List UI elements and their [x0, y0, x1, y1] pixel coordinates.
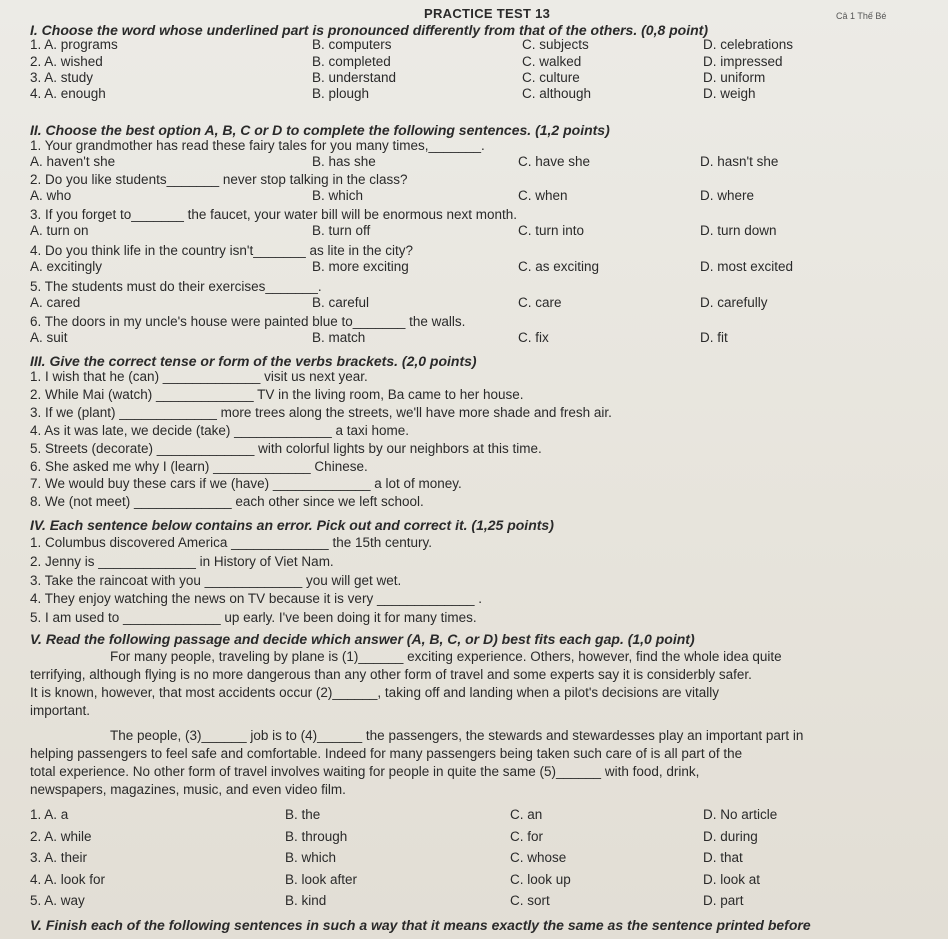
passage-line: The people, (3)______ job is to (4)______ the passengers, the stewards and stewardesses play an important part in [110, 728, 804, 743]
option-item: B. match [312, 330, 366, 345]
exercise-line: 3. If we (plant) _____________ more trees along the streets, we'll have more shade and fresh air. [30, 404, 612, 420]
option-item: B. plough [312, 86, 370, 101]
exercise-line: 4. As it was late, we decide (take) _____________ a taxi home. [30, 422, 409, 438]
option-item: B. has she [312, 154, 376, 169]
question-text: 2. Do you like students_______ never stop talking in the class? [30, 172, 408, 187]
question-text: 6. The doors in my uncle's house were painted blue to_______ the walls. [30, 314, 466, 329]
option-item: A. haven't she [30, 154, 116, 169]
option-item: C. look up [510, 871, 571, 887]
option-item: D. that [703, 850, 743, 865]
section-2-heading: II. Choose the best option A, B, C or D to complete the following sentences. (1,2 points) [30, 122, 610, 138]
option-item: C. whose [510, 850, 567, 865]
exercise-line: 5. I am used to _____________ up early. I've been doing it for many times. [30, 610, 477, 626]
option-item: B. turn off [312, 223, 371, 238]
option-item: 5. A. way [30, 893, 85, 908]
option-item: D. fit [700, 330, 728, 345]
option-item: D. No article [703, 807, 778, 822]
option-item: D. turn down [700, 223, 777, 238]
option-item: 3. A. study [30, 70, 94, 85]
option-item: C. care [518, 295, 562, 310]
section-4-heading: IV. Each sentence below contains an error. Pick out and correct it. (1,25 points) [30, 517, 554, 533]
option-item: B. look after [285, 871, 358, 887]
option-item: B. understand [312, 70, 397, 85]
exercise-line: 3. Take the raincoat with you _____________ you will get wet. [30, 572, 402, 588]
option-item: D. impressed [703, 54, 783, 69]
option-item: D. uniform [703, 70, 766, 85]
exercise-line: 5. Streets (decorate) _____________ with colorful lights by our neighbors at this time. [30, 440, 542, 456]
exercise-line: 1. I wish that he (can) _____________ visit us next year. [30, 369, 368, 384]
option-item: B. kind [285, 893, 327, 908]
option-item: C. although [522, 86, 592, 101]
option-item: D. part [703, 893, 744, 908]
option-item: 1. A. programs [30, 37, 118, 52]
option-item: D. carefully [700, 295, 768, 310]
exercise-line: 2. Jenny is _____________ in History of Viet Nam. [30, 553, 334, 569]
option-item: D. where [700, 188, 755, 203]
option-item: C. sort [510, 893, 550, 908]
option-item: D. during [703, 828, 758, 844]
exercise-line: 4. They enjoy watching the news on TV because it is very _____________ . [30, 591, 483, 607]
option-item: A. turn on [30, 223, 89, 238]
option-item: 4. A. look for [30, 871, 106, 887]
option-item: D. most excited [700, 259, 794, 274]
option-item: A. who [30, 188, 72, 203]
option-item: C. subjects [522, 37, 589, 52]
option-item: C. fix [518, 330, 549, 345]
option-item: B. more exciting [312, 259, 409, 274]
option-item: D. celebrations [703, 37, 794, 52]
option-item: C. have she [518, 154, 591, 169]
option-item: B. completed [312, 54, 391, 69]
passage-line: terrifying, although flying is no more dangerous than any other form of travel and some experts say it is considerbly safer. [30, 667, 752, 682]
section-6-heading: V. Finish each of the following sentences in such a way that it means exactly the same as the sentence printed before [30, 917, 811, 933]
option-item: 2. A. wished [30, 54, 103, 69]
option-item: D. hasn't she [700, 154, 779, 169]
option-item: C. when [518, 188, 568, 203]
question-text: 3. If you forget to_______ the faucet, your water bill will be enormous next month. [30, 207, 518, 222]
exercise-line: 6. She asked me why I (learn) _____________ Chinese. [30, 458, 368, 474]
exercise-line: 8. We (not meet) _____________ each other since we left school. [30, 494, 424, 510]
option-item: C. for [510, 828, 544, 844]
passage-line: newspapers, magazines, music, and even video film. [30, 782, 346, 797]
section-5-heading: V. Read the following passage and decide which answer (A, B, C, or D) best fits each gap. (1,0 point) [30, 631, 695, 647]
option-item: 2. A. while [30, 828, 92, 844]
option-item: C. an [510, 807, 543, 822]
question-text: 4. Do you think life in the country isn't_______ as lite in the city? [30, 243, 414, 258]
option-item: C. as exciting [518, 259, 600, 274]
option-item: C. walked [522, 54, 582, 69]
option-item: A. suit [30, 330, 68, 345]
option-item: D. look at [703, 871, 761, 887]
passage-line: It is known, however, that most accidents occur (2)______, taking off and landing when a pilot's decisions are vitally [30, 685, 719, 700]
option-item: A. excitingly [30, 259, 103, 274]
passage-line: helping passengers to feel safe and comfortable. Indeed for many passengers being taken such care of is all part of the [30, 746, 743, 761]
corner-label: Câ 1 Thế Bé [836, 11, 887, 21]
exercise-line: 7. We would buy these cars if we (have) _____________ a lot of money. [30, 476, 462, 492]
option-item: 4. A. enough [30, 86, 106, 101]
option-item: B. careful [312, 295, 370, 310]
option-item: 3. A. their [30, 850, 88, 865]
option-item: C. turn into [518, 223, 585, 238]
option-item: 1. A. a [30, 807, 69, 822]
exercise-line: 1. Columbus discovered America _____________ the 15th century. [30, 535, 433, 550]
option-item: B. computers [312, 37, 392, 52]
passage-line: For many people, traveling by plane is (1)______ exciting experience. Others, however, find the whole idea quite [110, 649, 782, 664]
option-item: C. culture [522, 70, 580, 85]
question-text: 5. The students must do their exercises_______. [30, 279, 322, 294]
exercise-line: 2. While Mai (watch) _____________ TV in the living room, Ba came to her house. [30, 386, 524, 402]
option-item: B. the [285, 807, 321, 822]
question-text: 1. Your grandmother has read these fairy tales for you many times,_______. [30, 138, 485, 153]
page-title: PRACTICE TEST 13 [424, 6, 551, 21]
option-item: B. through [285, 828, 348, 844]
passage-line: total experience. No other form of travel involves waiting for people in quite the same (5)______ with food, drink, [30, 764, 700, 779]
option-item: B. which [312, 188, 364, 203]
section-3-heading: III. Give the correct tense or form of the verbs brackets. (2,0 points) [30, 353, 477, 369]
option-item: D. weigh [703, 86, 756, 101]
passage-line: important. [30, 703, 91, 718]
option-item: B. which [285, 850, 337, 865]
option-item: A. cared [30, 295, 81, 310]
section-1-heading: I. Choose the word whose underlined part is pronounced differently from that of the others. (0,8 point) [30, 22, 709, 38]
